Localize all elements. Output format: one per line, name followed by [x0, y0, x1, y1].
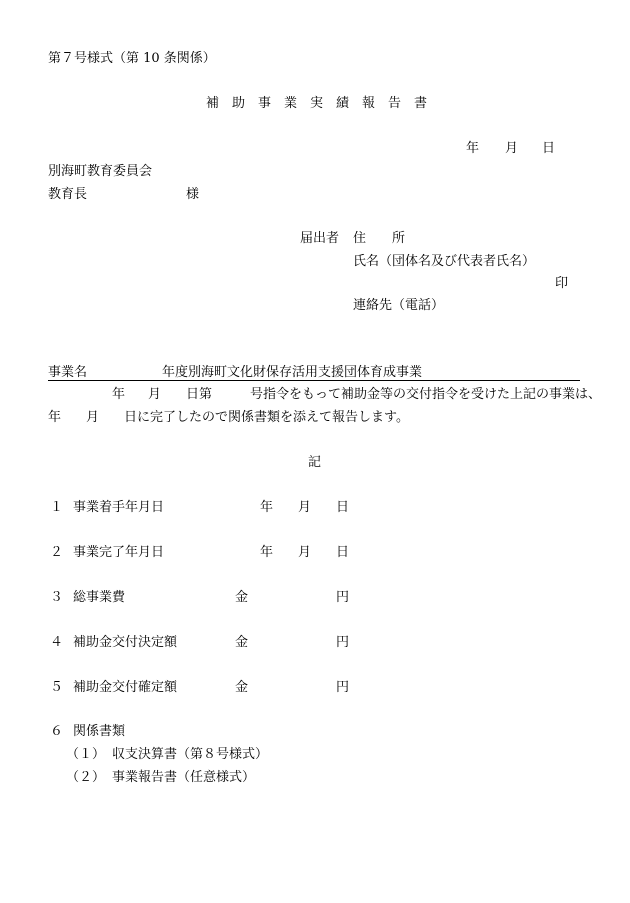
addressee-recipient: 教育長	[48, 187, 88, 202]
item-number: ３	[50, 590, 64, 605]
item-number: １	[50, 500, 64, 515]
body-line2-month: 月	[86, 410, 100, 425]
form-number: 第７号様式（第 10 条関係）	[48, 51, 216, 66]
item-label-related-documents: 関係書類	[73, 724, 126, 739]
document-title: 補 助 事 業 実 績 報 告 書	[206, 96, 428, 111]
item-label-total-cost: 総事業費	[73, 590, 126, 605]
document-label-settlement: 収支決算書（第８号様式）	[112, 747, 269, 762]
item-day: 日	[336, 500, 350, 515]
item-number: ２	[50, 545, 64, 560]
item-month: 月	[298, 545, 312, 560]
seal-mark: 印	[555, 276, 569, 291]
item-kin: 金	[235, 635, 249, 650]
date-year: 年	[466, 141, 480, 156]
addressee-org: 別海町教育委員会	[48, 164, 153, 179]
name-label: 氏名（団体名及び代表者氏名）	[353, 254, 536, 269]
item-year: 年	[260, 500, 274, 515]
item-number: ５	[50, 680, 64, 695]
project-name: 年度別海町文化財保存活用支援団体育成事業	[162, 365, 423, 380]
body-line1-year: 年	[112, 387, 126, 402]
item-label-completion-date: 事業完了年月日	[73, 545, 165, 560]
body-line1-day-dai: 日第	[186, 387, 213, 402]
project-underline	[48, 380, 580, 381]
item-yen: 円	[336, 590, 350, 605]
item-month: 月	[298, 500, 312, 515]
item-kin: 金	[235, 590, 249, 605]
addressee-honorific: 様	[186, 187, 200, 202]
date-day: 日	[542, 141, 556, 156]
contact-label: 連絡先（電話）	[353, 298, 445, 313]
item-year: 年	[260, 545, 274, 560]
body-line1-text: 号指令をもって補助金等の交付指令を受けた上記の事業は、	[250, 387, 602, 402]
item-kin: 金	[235, 680, 249, 695]
ki-heading: 記	[308, 455, 322, 470]
document-label-report: 事業報告書（任意様式）	[112, 770, 256, 785]
item-label-grant-decided: 補助金交付決定額	[73, 635, 178, 650]
item-label-grant-confirmed: 補助金交付確定額	[73, 680, 178, 695]
body-line2-text: 日に完了したので関係書類を添えて報告します。	[124, 410, 409, 425]
body-line1-month: 月	[148, 387, 162, 402]
item-yen: 円	[336, 635, 350, 650]
item-yen: 円	[336, 680, 350, 695]
document-number: （１）	[66, 747, 106, 762]
item-day: 日	[336, 545, 350, 560]
body-line2-year: 年	[48, 410, 62, 425]
applicant-label: 届出者	[300, 231, 340, 246]
item-number: ６	[50, 724, 64, 739]
project-label: 事業名	[48, 365, 88, 380]
document-number: （２）	[66, 770, 106, 785]
item-label-start-date: 事業着手年月日	[73, 500, 165, 515]
date-month: 月	[505, 141, 519, 156]
address-label: 住 所	[353, 231, 406, 246]
item-number: ４	[50, 635, 64, 650]
